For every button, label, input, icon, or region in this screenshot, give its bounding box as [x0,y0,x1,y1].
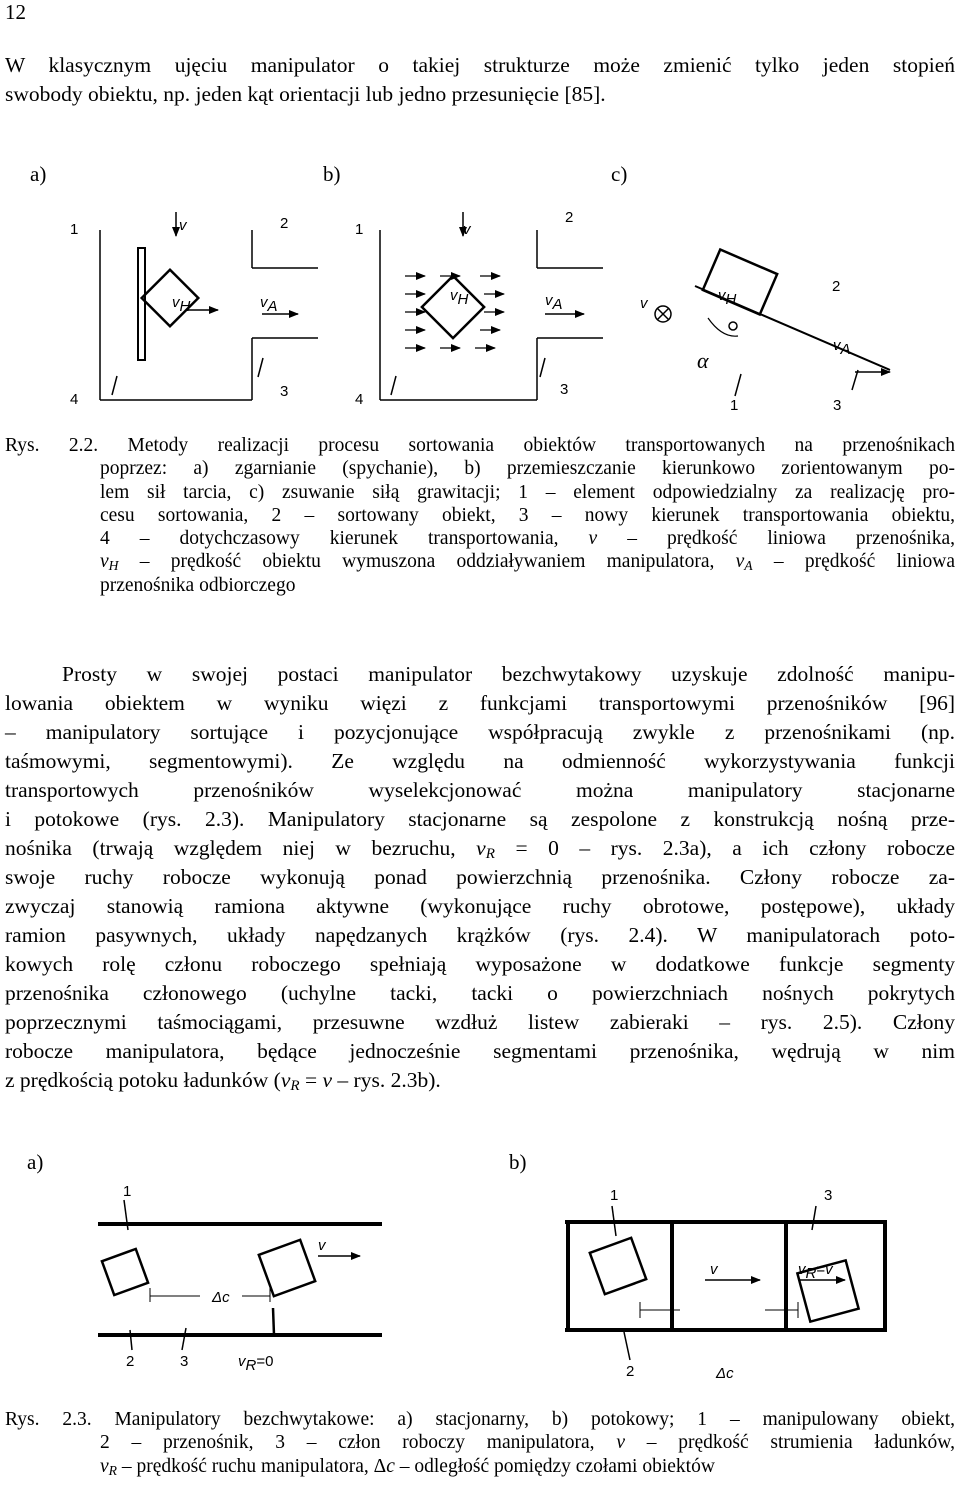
fig2-panel-a-label: a) [27,1150,44,1174]
fig1-panel-b-diagram [380,212,603,400]
fig2-b-label-vrv: vR=v [798,1261,833,1282]
figure-2-3-caption [5,1408,955,1478]
body-line: robocze manipulatora, będące jednocześnie segmentami przenośnika, wędrują w nim [5,1039,955,1063]
fig1-b-label-3: 3 [560,381,569,398]
fig1-c-label-v: v [640,295,648,312]
caption-line: 2 – przenośnik, 3 – człon roboczy manipulatora, v – prędkość strumienia ładunków, [100,1432,955,1454]
fig2-a-label-3: 3 [180,1353,189,1370]
fig2-a-label-vr0: vR=0 [238,1353,274,1374]
fig1-b-label-vh: vH [450,287,469,308]
fig1-c-label-vh: vH [718,287,737,308]
body-line: Prosty w swojej postaci manipulator bezchwytakowy uzyskuje zdolność manipu- [62,662,955,686]
fig1-c-label-3: 3 [833,397,842,414]
fig1-c-label-alpha: α [697,348,709,373]
body-line: transportowych przenośników wyselekcjonować można manipulatory stacjonarne [5,778,955,802]
fig1-b-label-v: v [463,221,471,238]
caption-line: przenośnika odbiorczego [100,574,296,596]
fig1-panel-c-diagram [655,250,890,396]
caption-line: Rys. 2.3. Manipulatory bezchwytakowe: a) stacjonarny, b) potokowy; 1 – manipulowany obiekt, [5,1409,955,1430]
caption-line: $v_R$ – prędkość ruchu manipulatora, Δc – odległość pomiędzy czołami obiektów [100,1455,715,1478]
body-line: poprzecznymi taśmociągami, przesuwne wzdłuż listew zabieraki – rys. 2.5). Człony [5,1010,955,1034]
figure-2-2 [0,190,960,420]
fig1-panel-a-label: a) [30,162,47,186]
fig2-a-label-1: 1 [123,1183,132,1200]
body-line: taśmowymi, segmentowymi). Ze względu na odmienność wykorzystywania funkcji [5,749,955,773]
fig1-a-label-v: v [179,217,187,234]
caption-line: poprzez: a) zgarnianie (spychanie), b) przemieszczanie kierunkowo zorientowanym po- [100,458,955,480]
body-line: swoje ruchy robocze wykonują ponad powierzchnią przenośnika. Człony robocze za- [5,865,955,889]
fig1-panel-a-diagram [100,212,318,400]
caption-line: lem sił tarcia, c) zsuwanie siłą grawitacji; 1 – element odpowiedzialny za realizację pro- [100,481,955,503]
figure-2-2-caption [5,434,955,597]
figure-2-3 [0,1170,960,1390]
fig1-a-label-3: 3 [280,383,289,400]
body-line: z prędkością potoku ładunków ($v_R = v$ – rys. 2.3b). [5,1068,441,1094]
page-number: 12 [5,0,26,24]
fig1-c-label-2: 2 [832,278,841,295]
body-line: kowych rolę członu roboczego spełniają wyposażone w dodatkowe funkcje segmenty [5,952,955,976]
intro-line: swobody obiektu, np. jeden kąt orientacji lub jedno przesunięcie [85]. [5,82,606,106]
fig1-a-label-4: 4 [70,391,79,408]
fig2-b-label-1: 1 [610,1187,619,1204]
body-line: – manipulatory sortujące i pozycjonujące współpracują zwykle z przenośnikami (np. [5,720,955,744]
fig2-a-label-v: v [318,1237,326,1254]
caption-line: cesu sortowania, 2 – sortowany obiekt, 3 – nowy kierunek transportowania obiektu, [100,504,955,526]
fig2-panel-a-diagram [98,1200,382,1350]
body-line: lowania obiektem w wyniku więzi z funkcjami transportowymi przenośników [96] [5,691,955,715]
fig1-b-label-1: 1 [355,221,364,238]
fig1-b-label-2: 2 [565,209,574,226]
fig1-b-label-4: 4 [355,391,364,408]
fig1-c-label-1: 1 [730,397,739,414]
body-line: ramion pasywnych, układy napędzanych krążków (rys. 2.4). W manipulatorach poto- [5,923,955,947]
fig1-b-label-va: vA [545,292,563,313]
fig2-panel-b-label: b) [509,1150,527,1174]
fig2-b-label-2: 2 [626,1363,635,1380]
fig1-a-label-vh: vH [172,294,191,315]
body-paragraph [5,660,955,1095]
body-line: przenośnika członowego (uchylne tacki, tacki o powierzchniach nośnych pokrytych [5,981,955,1005]
intro-paragraph [5,51,955,109]
fig2-b-label-delta-c: Δc [716,1365,734,1382]
caption-line: 4 – dotychczasowy kierunek transportowania, v – prędkość liniowa przenośnika, [100,528,955,550]
fig1-panel-c-label: c) [611,162,628,186]
fig2-b-label-3: 3 [824,1187,833,1204]
fig2-b-label-v: v [710,1261,718,1278]
fig1-c-label-va: vA [833,337,851,358]
body-line: nośnika (trwają względem niej w bezruchu, $v_R = 0$ – rys. 2.3a), a ich człony robocze [5,836,955,862]
caption-line: $v_H$ – prędkość obiektu wymuszona oddziaływaniem manipulatora, $v_A$ – prędkość liniowa [100,551,955,574]
intro-line: W klasycznym ujęciu manipulator o takiej strukturze może zmienić tylko jeden stopień [5,53,955,77]
fig2-panel-b-diagram [565,1206,885,1360]
body-line: i potokowe (rys. 2.3). Manipulatory stacjonarne są zespolone z konstrukcją nośną prze- [5,807,955,831]
fig1-a-label-1: 1 [70,221,79,238]
fig1-a-label-va: vA [260,294,278,315]
fig1-a-label-2: 2 [280,215,289,232]
caption-line: Rys. 2.2. Metody realizacji procesu sortowania obiektów transportowanych na przenośnikach [5,435,955,456]
body-line: zwyczaj stanowią ramiona aktywne (wykonujące ruchy obrotowe, postępowe), układy [5,894,955,918]
fig2-a-label-delta-c: Δc [212,1289,230,1306]
fig1-panel-b-label: b) [323,162,341,186]
fig2-a-label-2: 2 [126,1353,135,1370]
